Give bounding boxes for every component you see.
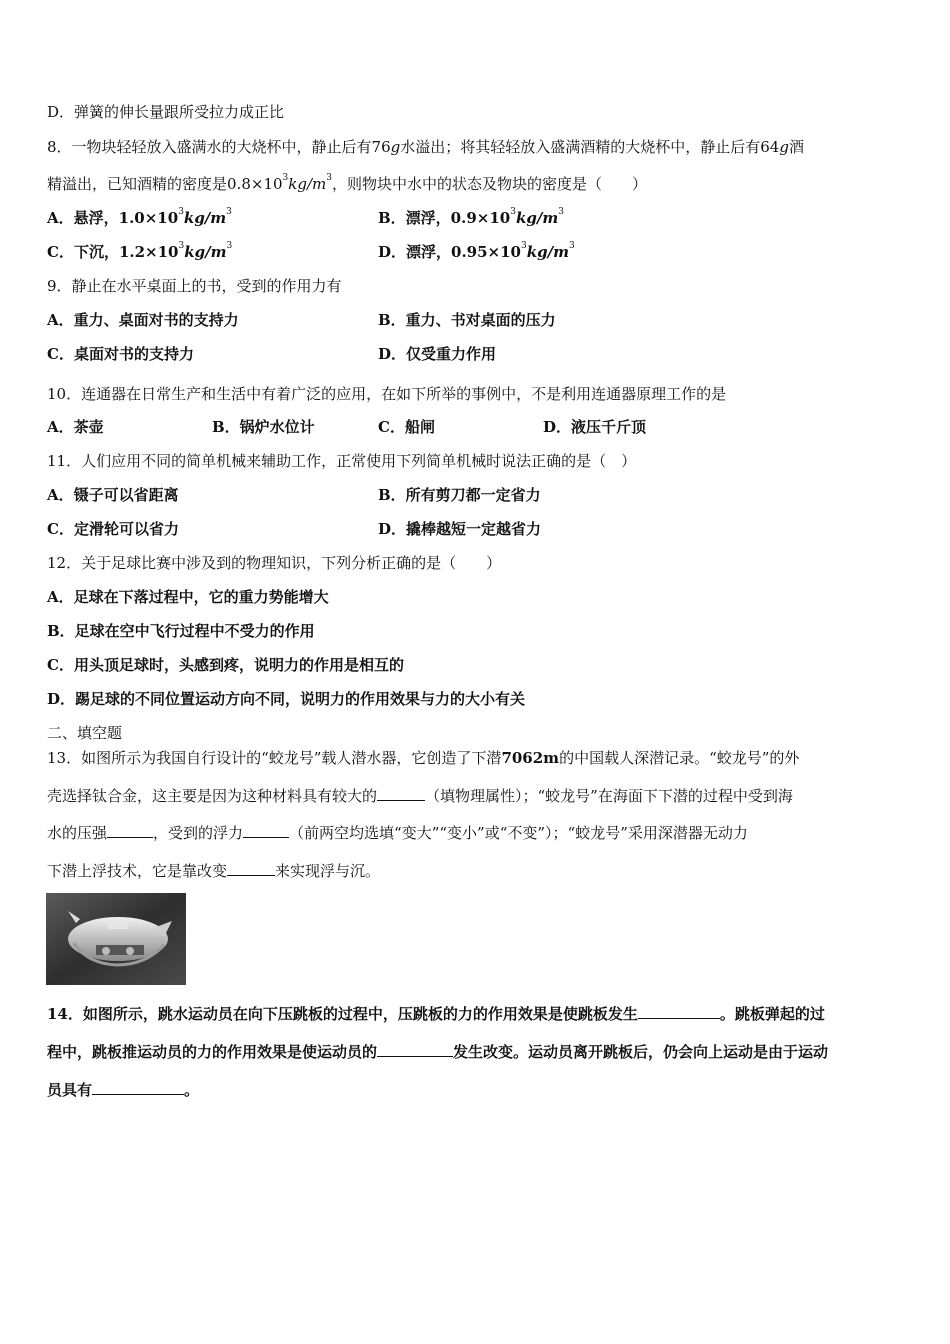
q13-line4: 下潜上浮技术，它是靠改变 来实现浮与沉。 — [47, 862, 381, 880]
q9-option-d: D．仅受重力作用 — [378, 345, 497, 363]
q8-option-c: C．下沉，$1.2\times 10^3kg/m^3$ — [47, 241, 233, 261]
q13-line3: 水的压强 ，受到的浮力 （前两空均选填“变大”“变小”或“不变”）；“蛟龙号”采用深潜器无动力 — [47, 824, 748, 842]
q11-option-c: C．定滑轮可以省力 — [47, 520, 179, 538]
q14-blank-1[interactable] — [638, 1004, 720, 1019]
q12-option-c: C．用头顶足球时，头感到疼，说明力的作用是相互的 — [47, 656, 404, 674]
q11-option-d: D．撬棒越短一定越省力 — [378, 520, 542, 538]
q7-option-d: D．弹簧的伸长量跟所受拉力成正比 — [47, 103, 285, 121]
q9-stem: 9．静止在水平桌面上的书，受到的作用力有 — [47, 277, 342, 295]
q14-line3: 员具有 。 — [47, 1081, 200, 1099]
q13-line2: 壳选择钛合金，这主要是因为这种材料具有较大的 （填物理属性）；“蛟龙号”在海面下下潜的过程中受到海 — [47, 787, 793, 805]
q13-blank-4[interactable] — [227, 861, 275, 876]
q13-line1: 13．如图所示为我国自行设计的“蛟龙号”载人潜水器，它创造了下潜7062m的中国载人深潜记录。“蛟龙号”的外 — [47, 749, 800, 767]
q12-option-a: A．足球在下落过程中，它的重力势能增大 — [47, 588, 329, 606]
q8-option-b: B．漂浮，$0.9\times 10^3kg/m^3$ — [378, 207, 564, 227]
q12-stem: 12．关于足球比赛中涉及到的物理知识，下列分析正确的是（ ） — [47, 554, 502, 572]
q10-option-b: B．锅炉水位计 — [212, 418, 315, 436]
q9-option-c: C．桌面对书的支持力 — [47, 345, 194, 363]
q13-blank-1[interactable] — [377, 786, 425, 801]
q13-blank-3[interactable] — [243, 823, 289, 838]
q10-stem: 10．连通器在日常生产和生活中有着广泛的应用，在如下所举的事例中，不是利用连通器原理工作的是 — [47, 385, 727, 403]
q10-option-d: D．液压千斤顶 — [543, 418, 647, 436]
q8-option-a: A．悬浮，$1.0\times 10^3kg/m^3$ — [47, 207, 232, 227]
submarine-illustration — [46, 893, 186, 985]
q8-option-d: D．漂浮，$0.95\times 10^3kg/m^3$ — [378, 241, 575, 261]
q8-stem-line1: 8．一物块轻轻放入盛满水的大烧杯中，静止后有76g水溢出；将其轻轻放入盛满酒精的大烧杯中，静止后有64g酒 — [47, 138, 804, 156]
section-title-fill-in: 二、填空题 — [47, 724, 123, 742]
q10-option-a: A．茶壶 — [47, 418, 104, 436]
q11-option-a: A．镊子可以省距离 — [47, 486, 179, 504]
q12-option-d: D．踢足球的不同位置运动方向不同，说明力的作用效果与力的大小有关 — [47, 690, 526, 708]
q13-blank-2[interactable] — [107, 823, 153, 838]
q11-option-b: B．所有剪刀都一定省力 — [378, 486, 541, 504]
q14-line2: 程中，跳板推运动员的力的作用效果是使运动员的 发生改变。运动员离开跳板后，仍会向上运动是由于运动 — [47, 1043, 829, 1061]
q8-stem-line2: 精溢出，已知酒精的密度是$0.8\times 10^3kg/m^3$，则物块中水中的状态及物块的密度是（ ） — [47, 173, 647, 193]
q12-option-b: B．足球在空中飞行过程中不受力的作用 — [47, 622, 315, 640]
q9-option-a: A．重力、桌面对书的支持力 — [47, 311, 239, 329]
q10-option-c: C．船闸 — [378, 418, 435, 436]
q14-blank-3[interactable] — [92, 1080, 184, 1095]
q9-option-b: B．重力、书对桌面的压力 — [378, 311, 556, 329]
jiaolong-submarine-image — [46, 893, 186, 985]
q11-stem: 11．人们应用不同的简单机械来辅助工作，正常使用下列简单机械时说法正确的是（ ） — [47, 452, 637, 470]
q14-blank-2[interactable] — [377, 1042, 453, 1057]
q14-line1: 14．如图所示，跳水运动员在向下压跳板的过程中，压跳板的力的作用效果是使跳板发生 。跳板弹起的过 — [47, 1005, 825, 1023]
